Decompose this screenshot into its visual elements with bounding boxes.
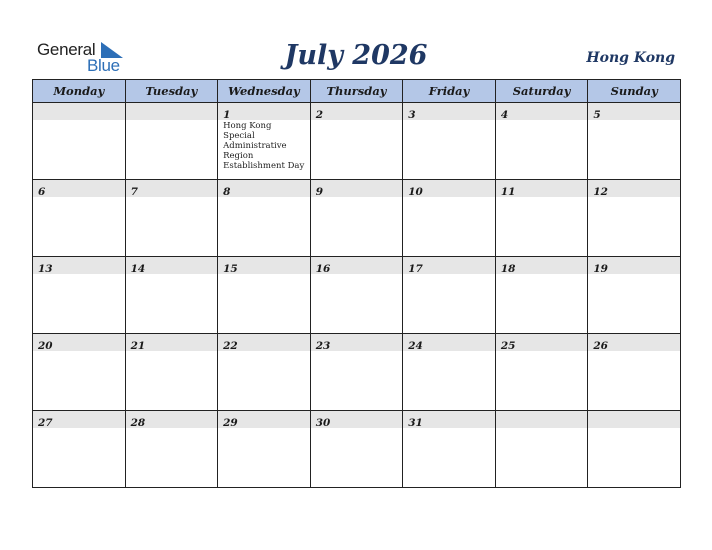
holiday-label: Hong Kong Special Administrative Region Establishment Day — [223, 121, 305, 171]
day-cell — [125, 180, 218, 257]
day-bar — [588, 103, 680, 120]
day-bar — [496, 334, 588, 351]
day-number: 6 — [38, 186, 46, 198]
day-bar — [403, 103, 495, 120]
day-number: 17 — [408, 263, 423, 275]
day-number: 23 — [315, 340, 331, 352]
weekday-header-row — [33, 80, 681, 103]
day-number: 29 — [223, 417, 238, 429]
day-cell — [403, 257, 496, 334]
day-bar — [403, 334, 495, 351]
day-cell — [310, 103, 403, 180]
day-bar — [33, 180, 125, 197]
day-number: 22 — [223, 340, 238, 352]
day-bar — [218, 103, 310, 120]
day-cell — [218, 411, 311, 488]
day-cell — [588, 334, 681, 411]
day-number: 28 — [130, 417, 146, 429]
day-bar — [403, 411, 495, 428]
day-number: 19 — [593, 263, 608, 275]
day-bar — [33, 411, 125, 428]
day-bar — [218, 180, 310, 197]
day-cell — [125, 411, 218, 488]
brand-general: General — [37, 40, 96, 59]
day-cell — [403, 411, 496, 488]
day-number: 11 — [500, 186, 516, 198]
week-row — [33, 103, 681, 180]
day-number: 10 — [408, 186, 423, 198]
day-number: 8 — [223, 186, 231, 198]
day-number: 1 — [223, 109, 231, 121]
day-number: 24 — [408, 340, 423, 352]
day-cell — [495, 180, 588, 257]
day-number: 18 — [500, 263, 516, 275]
day-cell — [403, 103, 496, 180]
day-bar — [403, 180, 495, 197]
day-cell — [588, 180, 681, 257]
day-number: 21 — [130, 340, 146, 352]
day-cell — [495, 411, 588, 488]
weekday-header: Friday — [403, 80, 496, 103]
day-bar — [33, 257, 125, 274]
day-bar — [496, 257, 588, 274]
day-cell — [33, 180, 126, 257]
day-cell — [33, 257, 126, 334]
weekday-header: Saturday — [495, 80, 588, 103]
day-number: 20 — [38, 340, 53, 352]
day-number: 9 — [315, 186, 323, 198]
day-cell — [588, 411, 681, 488]
day-cell — [403, 334, 496, 411]
day-bar — [33, 103, 125, 120]
day-cell — [310, 334, 403, 411]
day-cell — [588, 257, 681, 334]
day-bar — [218, 411, 310, 428]
day-bar — [311, 411, 403, 428]
week-row — [33, 334, 681, 411]
day-bar — [218, 257, 310, 274]
weekday-header: Thursday — [310, 80, 403, 103]
day-bar — [311, 103, 403, 120]
day-bar — [218, 334, 310, 351]
day-cell — [218, 334, 311, 411]
day-cell — [218, 180, 311, 257]
day-number: 27 — [38, 417, 53, 429]
day-bar — [33, 334, 125, 351]
day-bar — [588, 411, 680, 428]
day-cell — [218, 257, 311, 334]
day-cell — [125, 257, 218, 334]
day-bar — [311, 180, 403, 197]
day-number: 31 — [408, 417, 423, 429]
weekday-header: Sunday — [588, 80, 681, 103]
day-bar — [126, 103, 218, 120]
day-bar — [126, 180, 218, 197]
day-bar — [403, 257, 495, 274]
day-bar — [588, 257, 680, 274]
brand-blue: Blue — [87, 56, 120, 75]
day-bar — [496, 411, 588, 428]
day-cell — [310, 180, 403, 257]
day-number: 26 — [593, 340, 608, 352]
day-number: 13 — [38, 263, 53, 275]
day-cell — [310, 257, 403, 334]
day-cell — [125, 334, 218, 411]
day-number: 15 — [223, 263, 238, 275]
day-bar — [588, 334, 680, 351]
day-bar — [311, 334, 403, 351]
day-bar — [496, 180, 588, 197]
calendar-title: July 2026 — [284, 40, 428, 71]
day-bar — [126, 257, 218, 274]
day-number: 4 — [500, 109, 509, 121]
week-row — [33, 180, 681, 257]
day-cell — [125, 103, 218, 180]
day-cell — [495, 103, 588, 180]
day-cell — [495, 257, 588, 334]
day-cell — [310, 411, 403, 488]
day-bar — [496, 103, 588, 120]
weekday-header: Tuesday — [125, 80, 218, 103]
day-cell — [33, 334, 126, 411]
day-number: 12 — [593, 186, 608, 198]
day-bar — [311, 257, 403, 274]
day-bar — [588, 180, 680, 197]
day-number: 3 — [408, 109, 416, 121]
day-cell — [495, 334, 588, 411]
day-number: 30 — [315, 417, 331, 429]
day-bar — [126, 411, 218, 428]
week-row — [33, 411, 681, 488]
day-number: 2 — [315, 109, 323, 121]
day-cell — [588, 103, 681, 180]
day-number: 14 — [130, 263, 146, 275]
weekday-header: Monday — [33, 80, 126, 103]
calendar-region: Hong Kong — [586, 50, 675, 66]
day-cell — [33, 411, 126, 488]
calendar-grid — [32, 79, 681, 488]
day-number: 7 — [130, 186, 138, 198]
day-cell — [403, 180, 496, 257]
day-number: 5 — [593, 109, 601, 121]
day-bar — [126, 334, 218, 351]
weekday-header: Wednesday — [218, 80, 311, 103]
week-row — [33, 257, 681, 334]
day-number: 16 — [315, 263, 331, 275]
day-number: 25 — [500, 340, 516, 352]
day-cell — [218, 103, 311, 180]
day-cell — [33, 103, 126, 180]
